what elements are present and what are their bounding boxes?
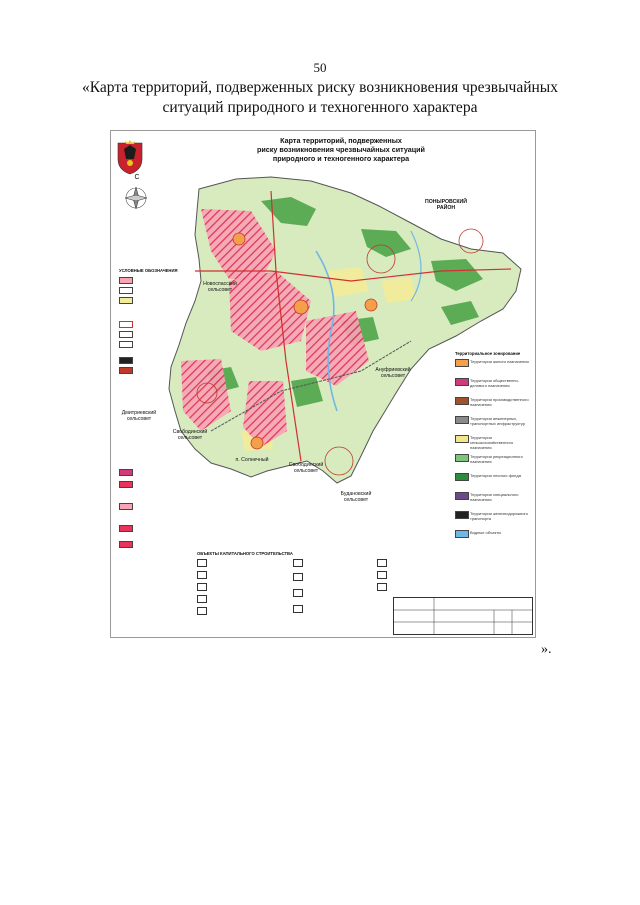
building-icon [197, 595, 207, 603]
legend-swatch [119, 525, 133, 532]
legend-swatch [455, 416, 469, 424]
legend-swatch [455, 359, 469, 367]
label-budanovsky [329, 491, 383, 503]
legend-swatch [119, 297, 133, 304]
label-svobodinsky-west [163, 429, 217, 441]
north-label: С [134, 174, 140, 181]
legend-item-label: Водные объекты [470, 530, 502, 535]
svobodinsky-w-line-2: сельсовет [177, 435, 203, 441]
legend-swatch [455, 511, 469, 519]
legend-swatch [119, 469, 133, 476]
title-block-stamp [393, 597, 533, 635]
anufrievsky-line-1: Ануфриевский [375, 367, 411, 373]
map-sheet [110, 130, 536, 638]
label-ponyrovsky-district [411, 199, 481, 211]
legend-item [455, 473, 533, 489]
caption: «Карта территорий, подверженных риску возникновения чрезвычайных ситуаций природного и техногенного характера [82, 79, 558, 116]
legend-swatch [455, 435, 469, 443]
page-number: 50 [313, 60, 327, 75]
legend-swatch [455, 530, 469, 538]
legend-item-label: Территории производственного назначения [470, 397, 529, 407]
budanovsky-line-2: сельсовет [343, 497, 369, 503]
anufrievsky-line-2: сельсовет [380, 373, 406, 379]
legend-swatch [119, 503, 133, 510]
legend-bottom-title: ОБЪЕКТЫ КАПИТАЛЬНОГО СТРОИТЕЛЬСТВА [197, 551, 293, 556]
legend-item [455, 492, 533, 508]
building-icon [293, 589, 303, 597]
building-icon [377, 559, 387, 567]
legend-item-label: Территории железнодорожного транспорта [470, 511, 529, 521]
legend-swatch [119, 341, 133, 348]
svobodinsky-e-line-2: сельсовет [293, 468, 319, 474]
legend-item-label: Территории специального назначения [470, 492, 519, 502]
legend-swatch [119, 331, 133, 338]
novospassky-line-1: Новоспасский [203, 281, 237, 287]
building-icon [197, 607, 207, 615]
legend-item [455, 359, 533, 375]
budanovsky-line-1: Будановский [340, 491, 372, 497]
legend-item-label: Территории лесного фонда [470, 473, 521, 478]
legend-swatch [455, 492, 469, 500]
svobodinsky-e-line-1: Свободинский [288, 462, 324, 468]
label-dmitrievsky [111, 410, 167, 422]
novospassky-line-2: сельсовет [207, 287, 233, 293]
legend-item [455, 454, 533, 470]
ponyri-line-2: РАЙОН [436, 205, 456, 211]
dmitrievsky-line-1: Дмитриевский [121, 410, 157, 416]
ponyri-line-1: ПОНЫРОВСКИЙ [425, 199, 467, 205]
legend-item-label: Территории жилого назначения [470, 359, 529, 364]
legend-swatch [455, 397, 469, 405]
map-title-line-2: риску возникновения чрезвычайных ситуаций [257, 145, 425, 154]
dmitrievsky-line-2: сельсовет [126, 416, 152, 422]
legend-item-label: Территории сельскохозяйственного назначения [470, 435, 514, 450]
legend-item [455, 397, 533, 413]
closing-quote: ». [541, 642, 552, 657]
building-icon [377, 571, 387, 579]
legend-swatch [119, 357, 133, 364]
legend-item-label: Территории инженерных, транспортных инфраструктур [470, 416, 526, 426]
legend-swatch [119, 481, 133, 488]
legend-item-label: Территории общественно-делового назначения [470, 378, 520, 388]
legend-swatch [119, 321, 133, 328]
legend-swatch [119, 287, 133, 294]
legend-swatch [455, 378, 469, 386]
legend-swatch [119, 277, 133, 284]
legend-swatch [119, 541, 133, 548]
legend-swatch [455, 473, 469, 481]
building-icon [293, 573, 303, 581]
legend-item [455, 435, 533, 451]
map-title-line-1: Карта территорий, подверженных [280, 136, 402, 145]
label-svobodinsky-east [279, 462, 333, 474]
label-solnechny: п. Солнечный [235, 457, 269, 463]
legend-item [455, 378, 533, 394]
legend-swatch [119, 367, 133, 374]
legend-item [455, 511, 533, 527]
label-novospassky [193, 281, 247, 293]
legend-right-title: Территориальное зонирование [455, 351, 521, 356]
legend-item [455, 416, 533, 432]
label-anufrievsky [363, 367, 423, 379]
legend-item-label: Территории рекреационного назначения [470, 454, 523, 464]
building-icon [293, 605, 303, 613]
map-title-line-3: природного и техногенного характера [272, 154, 410, 163]
legend-item [455, 530, 533, 546]
legend-swatch [455, 454, 469, 462]
legend-left-title: УСЛОВНЫЕ ОБОЗНАЧЕНИЯ [119, 268, 178, 273]
svobodinsky-w-line-1: Свободинский [172, 429, 208, 435]
building-icon [197, 583, 207, 591]
building-icon [293, 559, 303, 567]
building-icon [377, 583, 387, 591]
building-icon [197, 559, 207, 567]
building-icon [197, 571, 207, 579]
